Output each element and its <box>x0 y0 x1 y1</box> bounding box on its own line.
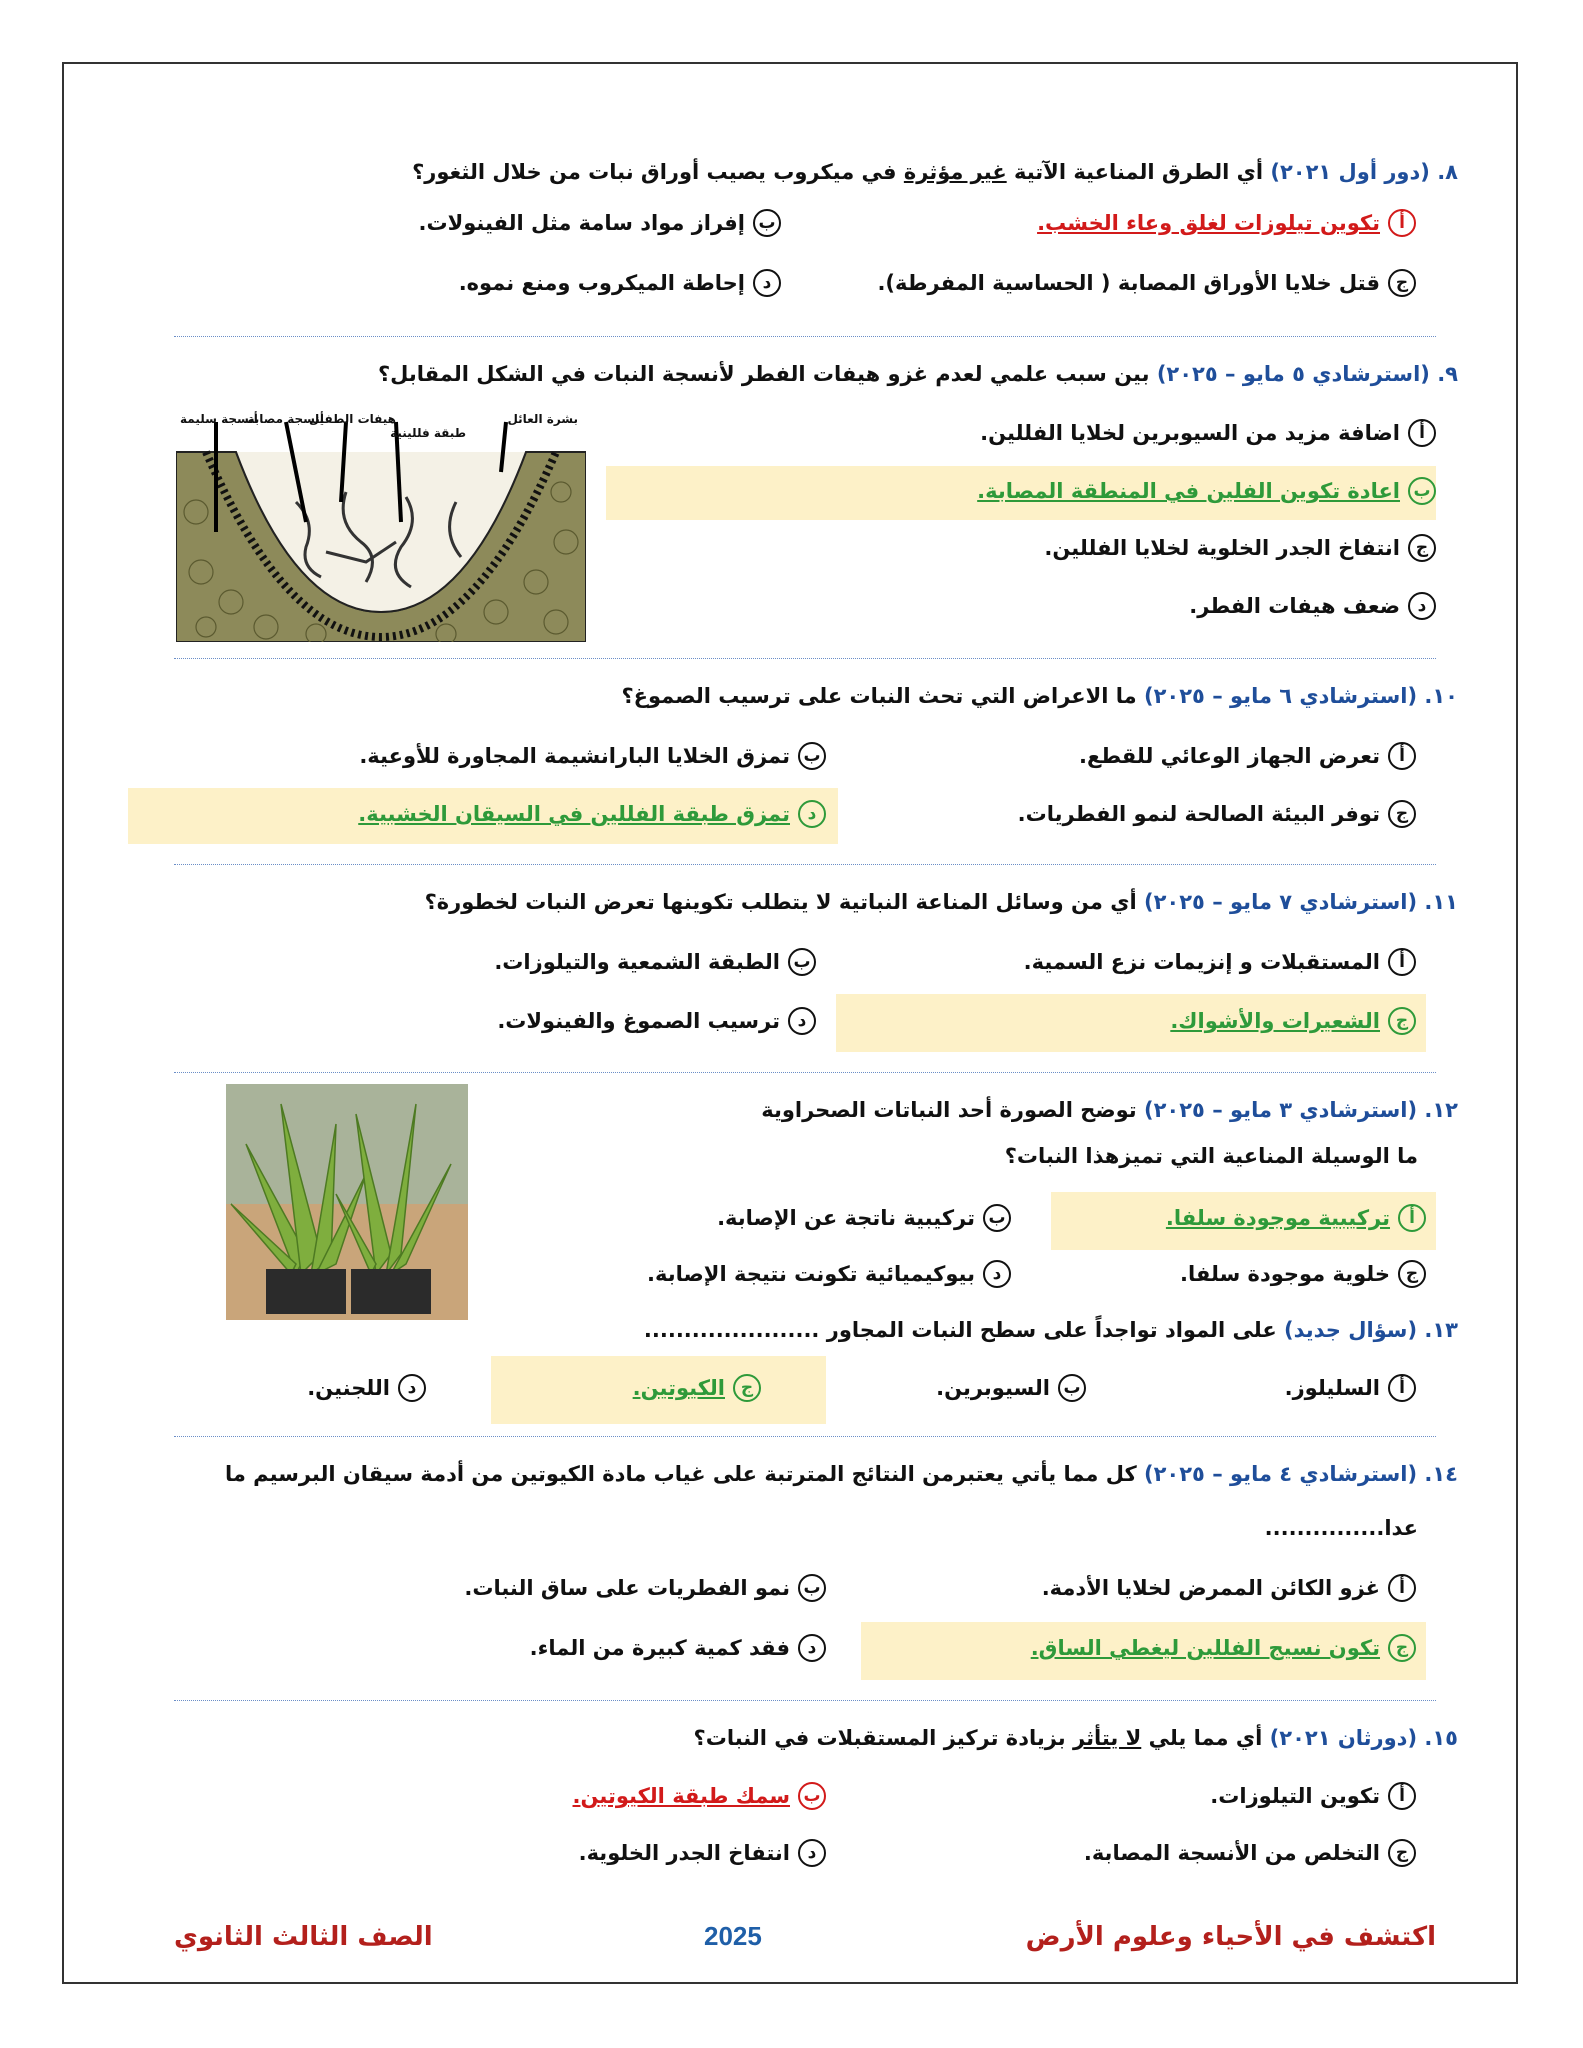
option-d[interactable] <box>647 1260 1011 1288</box>
option-c[interactable] <box>877 269 1416 297</box>
option-text: السيوبرين. <box>936 1376 1050 1400</box>
option-c[interactable] <box>1084 1839 1416 1867</box>
option-d[interactable] <box>459 269 781 297</box>
dotted-separator <box>174 1436 1436 1437</box>
question-text: أي من وسائل المناعة النباتية لا يتطلب تكوينها تعرض النبات لخطورة؟ <box>424 890 1137 914</box>
option-text: إفراز مواد سامة مثل الفينولات. <box>418 211 745 235</box>
option-text: الطبقة الشمعية والتيلوزات. <box>494 950 780 974</box>
option-c[interactable] <box>1044 534 1436 562</box>
option-d[interactable] <box>307 1374 426 1402</box>
option-a[interactable] <box>1024 948 1416 976</box>
question-text: أي مما يلي <box>1148 1726 1263 1750</box>
question-text: في ميكروب يصيب أوراق نبات من خلال الثغور؟ <box>412 160 897 184</box>
option-text: تكون نسيج الفللين ليغطي الساق. <box>1030 1636 1380 1660</box>
option-letter-badge: ج <box>1388 269 1416 297</box>
option-text: سمك طبقة الكيوتين. <box>572 1784 790 1808</box>
option-c[interactable] <box>1018 800 1416 828</box>
option-text: المستقبلات و إنزيمات نزع السمية. <box>1023 950 1380 974</box>
question-source-tag: (استرشادي ٤ مايو – ٢٠٢٥) <box>1144 1462 1418 1486</box>
question-number: ١٢. <box>1424 1098 1458 1122</box>
option-d[interactable] <box>1189 592 1436 620</box>
option-letter-badge: ج <box>1408 534 1436 562</box>
option-letter-badge: ب <box>798 1574 826 1602</box>
exam-page <box>62 62 1518 1984</box>
question-number: ١١. <box>1424 890 1458 914</box>
option-letter-badge: أ <box>1398 1204 1426 1232</box>
option-c[interactable] <box>1180 1260 1426 1288</box>
question-text: بزيادة تركيز المستقبلات في النبات؟ <box>693 1726 1066 1750</box>
dotted-separator <box>174 1072 1436 1073</box>
option-text: اعادة تكوين الفلين في المنطقة المصابة. <box>977 479 1400 503</box>
question-source-tag: (دور أول ٢٠٢١) <box>1270 160 1430 184</box>
question-emphasis: غير مؤثرة <box>903 160 1007 184</box>
option-text: تعرض الجهاز الوعائي للقطع. <box>1078 744 1380 768</box>
option-letter-badge: ج <box>1388 1634 1416 1662</box>
question-source-tag: (استرشادي ٧ مايو – ٢٠٢٥) <box>1144 890 1418 914</box>
option-letter-badge: ب <box>798 742 826 770</box>
option-d[interactable] <box>579 1839 826 1867</box>
option-text: اضافة مزيد من السيوبرين لخلايا الفللين. <box>980 421 1400 445</box>
question-text: عدا............... <box>1264 1516 1418 1540</box>
option-text: اللجنين. <box>307 1376 390 1400</box>
question-text: توضح الصورة أحد النباتات الصحراوية <box>761 1098 1137 1122</box>
option-letter-badge: أ <box>1388 948 1416 976</box>
footer-grade: الصف الثالث الثانوي <box>174 1922 433 1952</box>
question-source-tag: (سؤال جديد) <box>1284 1318 1418 1342</box>
option-text: تركيبية ناتجة عن الإصابة. <box>717 1206 975 1230</box>
question-source-tag: (استرشادي ٥ مايو – ٢٠٢٥) <box>1156 362 1430 386</box>
option-text: انتفاخ الجدر الخلوية لخلايا الفللين. <box>1044 536 1400 560</box>
option-letter-badge: أ <box>1388 1782 1416 1810</box>
option-text: ترسيب الصموغ والفينولات. <box>497 1009 780 1033</box>
option-d[interactable] <box>530 1634 826 1662</box>
option-b[interactable] <box>936 1374 1086 1402</box>
question-number: ١٥. <box>1424 1726 1458 1750</box>
figure-label: طبقة فللينية <box>390 426 466 440</box>
option-text: إحاطة الميكروب ومنع نموه. <box>458 271 745 295</box>
option-b[interactable] <box>573 1782 826 1810</box>
question-number: ١٤. <box>1424 1462 1458 1486</box>
option-letter-badge: د <box>798 800 826 828</box>
question-emphasis: لا يتأثر <box>1073 1726 1142 1750</box>
question-number: ٨. <box>1437 160 1458 184</box>
option-letter-badge: ج <box>1388 800 1416 828</box>
option-a[interactable] <box>1037 209 1416 237</box>
question-number: ١٠. <box>1424 684 1458 708</box>
option-c[interactable] <box>1170 1007 1416 1035</box>
question-stem <box>621 684 1458 708</box>
question-source-tag: (استرشادي ٦ مايو – ٢٠٢٥) <box>1144 684 1418 708</box>
option-text: تمزق الخلايا البارانشيمة المجاورة للأوعية. <box>359 744 790 768</box>
option-letter-badge: د <box>983 1260 1011 1288</box>
option-letter-badge: د <box>788 1007 816 1035</box>
option-text: انتفاخ الجدر الخلوية. <box>578 1841 790 1865</box>
option-text: فقد كمية كبيرة من الماء. <box>529 1636 790 1660</box>
question-stem <box>694 1726 1458 1750</box>
option-letter-badge: ب <box>798 1782 826 1810</box>
option-text: الشعيرات والأشواك. <box>1170 1009 1380 1033</box>
option-d[interactable] <box>497 1007 816 1035</box>
option-d[interactable] <box>358 800 826 828</box>
figure-label: أنسجة مصابة <box>247 412 324 426</box>
option-b[interactable] <box>464 1574 826 1602</box>
option-text: نمو الفطريات على ساق النبات. <box>464 1576 790 1600</box>
option-text: قتل خلايا الأوراق المصابة ( الحساسية المفرطة). <box>877 271 1380 295</box>
option-a[interactable] <box>1210 1782 1416 1810</box>
dotted-separator <box>174 336 1436 337</box>
option-letter-badge: د <box>398 1374 426 1402</box>
question-text: بين سبب علمي لعدم غزو هيفات الفطر لأنسجة النبات في الشكل المقابل؟ <box>377 362 1150 386</box>
figure-label: أنسجة سليمة <box>180 412 258 426</box>
option-letter-badge: د <box>753 269 781 297</box>
figure-label: هيفات الطفيل <box>308 412 396 426</box>
option-text: توفر البيئة الصالحة لنمو الفطريات. <box>1017 802 1380 826</box>
option-text: تمزق طبقة الفللين في السيقان الخشبية. <box>358 802 790 826</box>
option-letter-badge: د <box>798 1839 826 1867</box>
option-b[interactable] <box>977 477 1436 505</box>
option-a[interactable] <box>980 419 1436 447</box>
dotted-separator <box>174 1700 1436 1701</box>
question-number: ٩. <box>1437 362 1458 386</box>
desert-plant-photo <box>226 1084 468 1320</box>
option-letter-badge: ب <box>1408 477 1436 505</box>
aloe-plant-icon <box>226 1084 468 1320</box>
fungal-hyphae-diagram-icon <box>176 412 586 642</box>
option-b[interactable] <box>717 1204 1011 1232</box>
option-letter-badge: ج <box>1388 1839 1416 1867</box>
question-stem <box>378 362 1458 386</box>
option-letter-badge: ج <box>733 1374 761 1402</box>
option-text: غزو الكائن الممرض لخلايا الأدمة. <box>1041 1576 1380 1600</box>
option-letter-badge: ب <box>1058 1374 1086 1402</box>
option-text: السليلوز. <box>1284 1376 1380 1400</box>
option-letter-badge: د <box>798 1634 826 1662</box>
dotted-separator <box>174 864 1436 865</box>
option-b[interactable] <box>359 742 826 770</box>
option-letter-badge: أ <box>1388 1374 1416 1402</box>
option-c[interactable] <box>633 1374 761 1402</box>
option-letter-badge: أ <box>1388 1574 1416 1602</box>
option-letter-badge: أ <box>1408 419 1436 447</box>
option-c[interactable] <box>1031 1634 1416 1662</box>
option-text: بيوكيميائية تكونت نتيجة الإصابة. <box>647 1262 975 1286</box>
question-source-tag: (دورثان ٢٠٢١) <box>1269 1726 1418 1750</box>
option-letter-badge: ب <box>983 1204 1011 1232</box>
option-letter-badge: د <box>1408 592 1436 620</box>
question-number: ١٣. <box>1424 1318 1458 1342</box>
figure-label: بشرة العائل <box>507 412 578 426</box>
question-stem <box>425 890 1458 914</box>
question-text: كل مما يأتي يعتبرمن النتائج المترتبة على غياب مادة الكيوتين من أدمة سيقان البرسيم ما <box>224 1462 1137 1486</box>
cork-layer-diagram <box>176 412 586 642</box>
option-letter-badge: ج <box>1398 1260 1426 1288</box>
option-b[interactable] <box>494 948 816 976</box>
option-letter-badge: ج <box>1388 1007 1416 1035</box>
footer-year: 2025 <box>704 1921 762 1951</box>
option-text: خلوية موجودة سلفا. <box>1180 1262 1390 1286</box>
question-stem <box>412 160 1458 184</box>
question-stem <box>644 1318 1458 1342</box>
option-text: ضعف هيفات الفطر. <box>1189 594 1400 618</box>
option-text: التخلص من الأنسجة المصابة. <box>1083 1841 1380 1865</box>
option-text: تكوين التيلوزات. <box>1210 1784 1380 1808</box>
option-text: تركيبية موجودة سلفا. <box>1165 1206 1390 1230</box>
question-stem <box>761 1098 1458 1122</box>
option-text: تكوين تيلوزات لغلق وعاء الخشب. <box>1037 211 1380 235</box>
option-letter-badge: أ <box>1388 742 1416 770</box>
option-b[interactable] <box>418 209 781 237</box>
option-letter-badge: أ <box>1388 209 1416 237</box>
option-letter-badge: ب <box>788 948 816 976</box>
question-stem <box>225 1462 1458 1486</box>
footer-book-title: اكتشف في الأحياء وعلوم الأرض <box>1025 1922 1436 1952</box>
question-source-tag: (استرشادي ٣ مايو – ٢٠٢٥) <box>1144 1098 1418 1122</box>
question-text: ما الاعراض التي تحث النبات على ترسيب الصموغ؟ <box>621 684 1137 708</box>
dotted-separator <box>174 658 1436 659</box>
question-text: على المواد تواجداً على سطح النبات المجاور ...................... <box>643 1318 1277 1342</box>
question-text: ما الوسيلة المناعية التي تميزهذا النبات؟ <box>1004 1144 1418 1168</box>
option-text: الكيوتين. <box>632 1376 725 1400</box>
question-text: أي الطرق المناعية الآتية <box>1013 160 1264 184</box>
option-letter-badge: ب <box>753 209 781 237</box>
option-a[interactable] <box>1166 1204 1426 1232</box>
option-a[interactable] <box>1042 1574 1416 1602</box>
option-a[interactable] <box>1285 1374 1416 1402</box>
option-a[interactable] <box>1079 742 1416 770</box>
